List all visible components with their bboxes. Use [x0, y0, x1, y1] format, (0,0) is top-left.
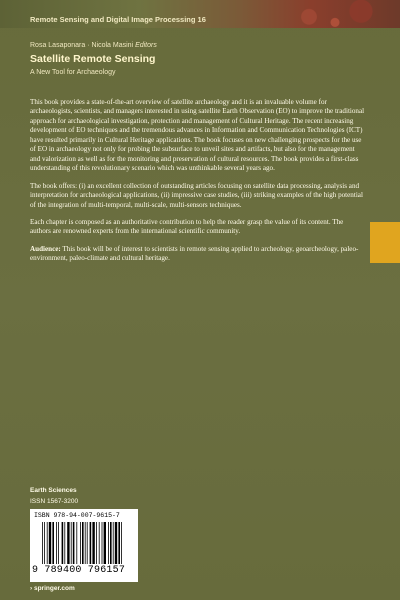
barcode-stripe — [121, 522, 122, 564]
blurb — [30, 98, 365, 272]
blurb-paragraph-1: This book provides a state-of-the-art overview of satellite archaeology and it is an invaluable volume for archaeologists, scientists, and managers interested in using satellite Earth Observation (EO) to improve the traditional approach for archaeological investigation, protection and management of Cultural Heritage. The recent increasing development of EO techniques and the tremendous advances in Information and Communication Technologies (ICT) have resulted primarily in Cultural Heritage applications. The book focuses on new challenging prospects for the use of EO in archaeology not only for probing the subsurface to unveil sites and artifacts, but also for the management and valorization as well as for the monitoring and preservation of cultural resources. The book provides a first-class understanding of this revolutionary scenario which was unthinkable several years ago. — [30, 98, 365, 173]
barcode-stripe — [80, 522, 81, 564]
publisher-website: › springer.com — [30, 585, 75, 592]
editor-names: Rosa Lasaponara · Nicola Masini — [30, 42, 136, 49]
editors-line — [30, 42, 157, 49]
barcode-stripe — [42, 522, 43, 564]
issn: ISSN 1567-3200 — [30, 498, 79, 505]
barcode-stripe — [56, 522, 57, 564]
barcode-stripe — [113, 522, 114, 564]
accent-bar — [370, 222, 400, 263]
audience-paragraph — [30, 245, 365, 264]
barcode-stripe — [99, 522, 100, 564]
barcode-stripe — [76, 522, 77, 564]
barcode-stripe — [52, 522, 54, 564]
book-title: Satellite Remote Sensing — [30, 53, 156, 65]
barcode-stripe — [108, 522, 109, 564]
subject-category: Earth Sciences — [30, 487, 77, 494]
audience-label: Audience: — [30, 244, 61, 253]
barcode-stripe — [44, 522, 45, 564]
barcode-stripe — [110, 522, 112, 564]
isbn-text: ISBN 978-94-007-9615-7 — [34, 512, 120, 519]
barcode-stripe — [87, 522, 88, 564]
barcode-stripe — [115, 522, 117, 564]
barcode-stripe — [62, 522, 64, 564]
barcode-stripe — [96, 522, 97, 564]
barcode-stripe — [49, 522, 51, 564]
barcode-stripe — [47, 522, 48, 564]
barcode-stripe — [58, 522, 59, 564]
editor-role: Editors — [135, 42, 157, 49]
barcode-stripe — [118, 522, 120, 564]
book-subtitle: A New Tool for Archaeology — [30, 69, 116, 76]
blurb-paragraph-2: The book offers: (i) an excellent collection of outstanding articles focusing on satellite data processing, analysis and interpretation for archaeological applications, (ii) impressive case studies, (iii) striking examples of the high potential of the integration of multi-temporal, multi-scale, multi-sensors techniques. — [30, 181, 363, 209]
barcode-stripe — [104, 522, 106, 564]
barcode-stripe — [102, 522, 103, 564]
barcode-stripe — [67, 522, 69, 564]
barcode-stripe — [71, 522, 72, 564]
barcode-stripe — [92, 522, 94, 564]
barcode-stripe — [90, 522, 92, 564]
series-title: Remote Sensing and Digital Image Processing 16 — [30, 15, 206, 24]
barcode-stripe — [64, 522, 65, 564]
barcode-stripe — [73, 522, 75, 564]
barcode-stripe — [85, 522, 86, 564]
barcode-digits: 9 789400 796157 — [32, 565, 126, 576]
blurb-paragraph-3: Each chapter is composed as an authoritative contribution to help the reader grasp the value of its content. The authors are renowned experts from the international scientific community. — [30, 217, 344, 236]
barcode-stripe — [82, 522, 84, 564]
barcode-bars — [42, 522, 134, 564]
audience-text: This book will be of interest to scientists in remote sensing applied to archeology, geoarcheology, paleo-environment, paleo-climate and cultural heritage. — [30, 244, 359, 263]
barcode — [30, 509, 138, 582]
